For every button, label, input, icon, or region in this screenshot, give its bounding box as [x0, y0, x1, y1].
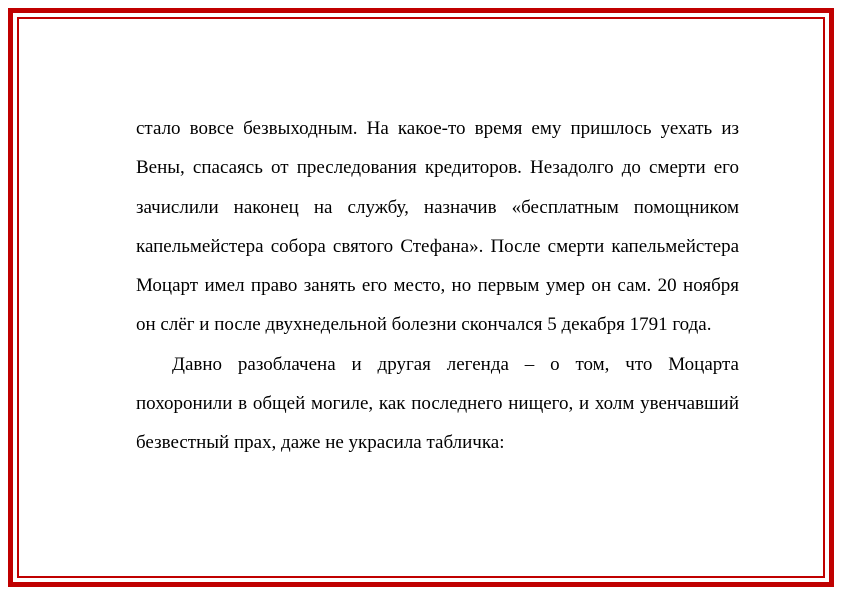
paragraph-legend: Давно разоблачена и другая легенда – о том, что Моцарта похоронили в общей могиле, как последнего нищего, и холм увенчавший безвестный прах, даже не украсила табличка: — [136, 353, 739, 454]
slide-text — [136, 109, 739, 463]
paragraph-continued: стало вовсе безвыходным. На какое-то время ему пришлось уехать из Вены, спасаясь от преследования кредиторов. Незадолго до смерти его зачислили наконец на службу, назначив «бесплатным помощником капельмейстера собора святого Стефана». После смерти капельмейстера Моцарт имел право занять его место, но первым умер он сам. 20 ноября он слёг и после двухнедельной болезни скончался 5 декабря 1791 года. — [136, 118, 739, 336]
